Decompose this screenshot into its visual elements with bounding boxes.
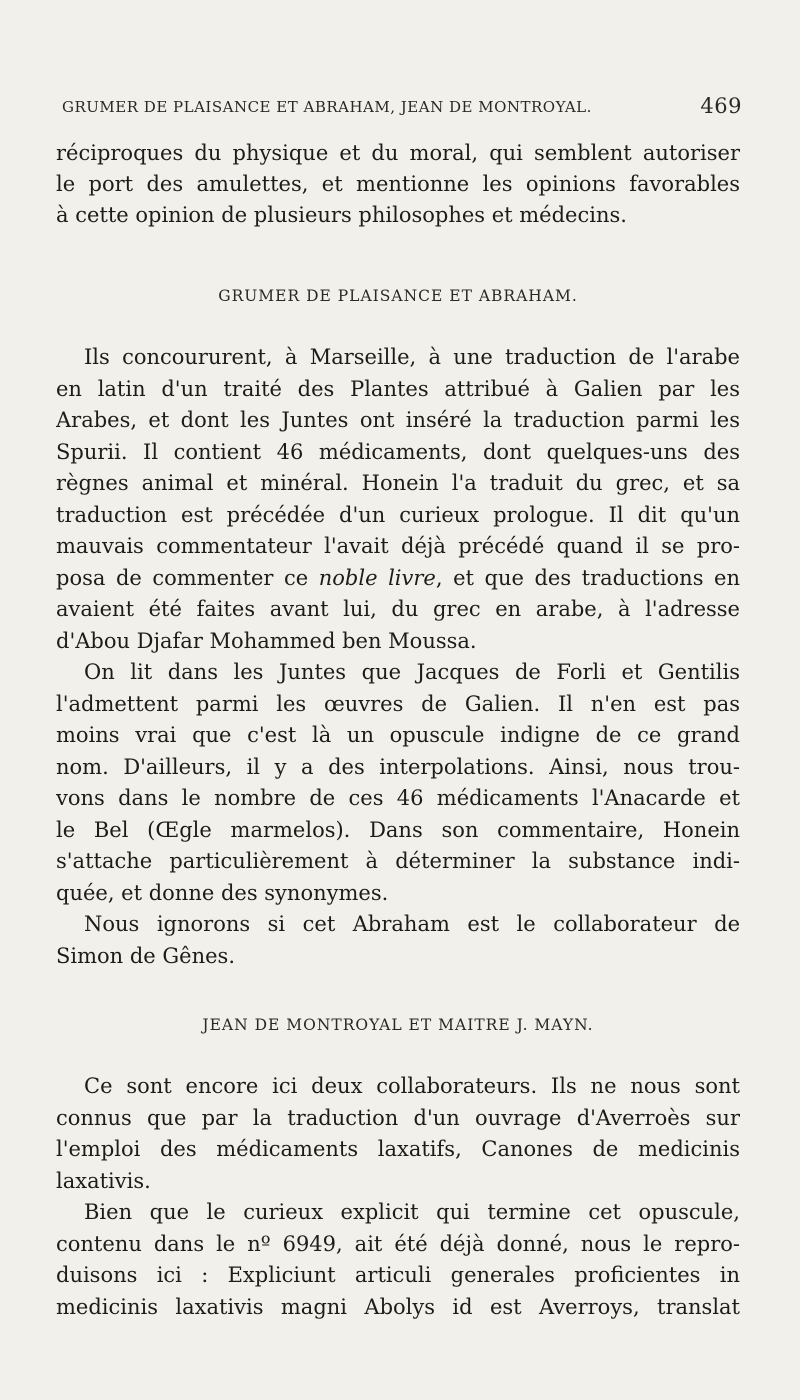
- text-line: avaient été faites avant lui, du grec en arabe, à l'adresse: [56, 597, 740, 621]
- text-line: On lit dans les Juntes que Jacques de Forli et Gentilis: [84, 660, 740, 684]
- text-line: le port des amulettes, et mentionne les opinions favorables: [56, 172, 740, 196]
- text-line: d'Abou Djafar Mohammed ben Moussa.: [56, 628, 477, 653]
- section-montroyal-body: [56, 1071, 740, 1323]
- text-line: Ce sont encore ici deux collaborateurs. Ils ne nous sont: [84, 1074, 740, 1098]
- text-line: vons dans le nombre de ces 46 médicaments l'Anacarde et: [56, 786, 740, 810]
- section-heading-montroyal: JEAN DE MONTROYAL ET MAITRE J. MAYN.: [202, 1016, 594, 1034]
- text-line: règnes animal et minéral. Honein l'a traduit du grec, et sa: [56, 471, 740, 495]
- text-line: connus que par la traduction d'un ouvrage d'Averroès sur: [56, 1105, 740, 1130]
- text-line: duisons ici : Expliciunt articuli generales proficientes in: [56, 1263, 740, 1287]
- section-grumer-body: [56, 342, 740, 972]
- text-line: l'emploi des médicaments laxatifs, Canones de medicinis: [56, 1137, 740, 1161]
- text-line: [56, 563, 740, 595]
- paragraph: [56, 1071, 740, 1197]
- text-line: laxativis.: [56, 1168, 151, 1193]
- text-line: en latin d'un traité des Plantes attribué à Galien par les: [56, 376, 740, 401]
- page-number: 469: [700, 94, 742, 118]
- text-line: à cette opinion de plusieurs philosophes et médecins.: [56, 203, 627, 227]
- text-run: posa de commenter ce: [56, 565, 319, 590]
- section-heading-grumer: GRUMER DE PLAISANCE ET ABRAHAM.: [218, 287, 578, 305]
- text-line: le Bel (Œgle marmelos). Dans son commentaire, Honein: [56, 817, 740, 842]
- text-line: l'admettent parmi les œuvres de Galien. Il n'en est pas: [56, 691, 740, 716]
- text-line: Simon de Gênes.: [56, 943, 236, 968]
- text-line: nom. D'ailleurs, il y a des interpolations. Ainsi, nous trou-: [56, 754, 740, 779]
- text-line: mauvais commentateur l'avait déjà précédé quand il se pro-: [56, 534, 740, 558]
- text-line: traduction est précédée d'un curieux prologue. Il dit qu'un: [56, 502, 740, 527]
- running-head: [62, 94, 742, 118]
- paragraph: [56, 342, 740, 657]
- text-line: réciproques du physique et du moral, qui semblent autoriser: [56, 141, 740, 165]
- text-line: Arabes, et dont les Juntes ont inséré la traduction parmi les: [56, 408, 740, 432]
- text-run: , et que des traductions en: [435, 565, 740, 590]
- text-line: Ils concoururent, à Marseille, à une traduction de l'arabe: [84, 345, 740, 369]
- italic-title: noble livre: [318, 565, 436, 590]
- intro-paragraph: [56, 138, 740, 231]
- text-line: contenu dans le nº 6949, ait été déjà donné, nous le repro-: [56, 1231, 740, 1256]
- text-line: moins vrai que c'est là un opuscule indigne de ce grand: [56, 723, 740, 747]
- text-line: Spurii. Il contient 46 médicaments, dont quelques-uns des: [56, 439, 740, 464]
- paragraph: [56, 657, 740, 909]
- text-line: Bien que le curieux explicit qui termine cet opuscule,: [84, 1200, 740, 1224]
- text-line: quée, et donne des synonymes.: [56, 880, 389, 905]
- paragraph: [56, 1197, 740, 1323]
- text-line: medicinis laxativis magni Abolys id est Averroys, translat: [56, 1294, 740, 1319]
- running-head-title: GRUMER DE PLAISANCE ET ABRAHAM, JEAN DE MONTROYAL.: [62, 98, 592, 116]
- paragraph: [56, 909, 740, 972]
- text-line: Nous ignorons si cet Abraham est le collaborateur de: [84, 912, 740, 936]
- text-line: s'attache particulièrement à déterminer la substance indi-: [56, 849, 740, 873]
